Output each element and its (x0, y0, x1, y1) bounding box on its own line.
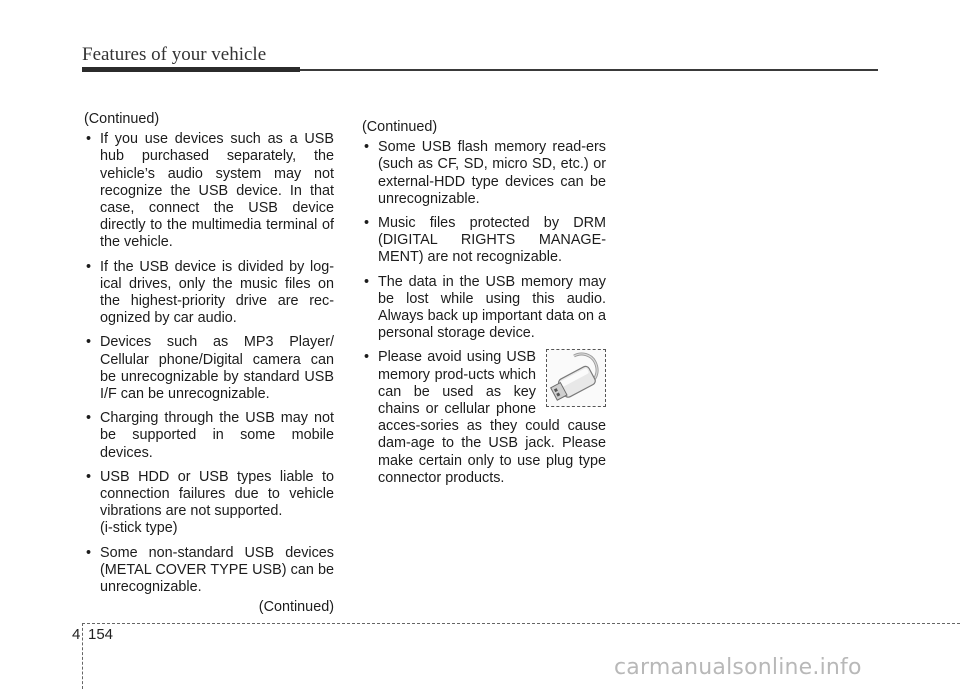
header-rule-thick (82, 67, 300, 72)
list-item (84, 469, 334, 538)
list-item-text: Please avoid using USB memory prod-ucts which can be used as key chains or cellular phone acces-sories as they could cause dam-age to the USB jack. Please make certain only to use plug type connector products. (378, 349, 606, 486)
list-item: • Devices such as MP3 Player/ Cellular phone/Digital camera can be unrecognizable by standard USB I/F can be unrecognizable. (84, 334, 334, 403)
list-item-subnote: (i-stick type) (100, 520, 178, 537)
chapter-number: 4 (72, 626, 81, 643)
list-item: • If the USB device is divided by log-ical drives, only the music files on the highest-priority drive are rec-ognized by car audio. (84, 259, 334, 328)
left-bullet-list (84, 131, 334, 596)
list-item: • If you use devices such as a USB hub purchased separately, the vehicle’s audio system may not recognize the USB device. In that case, connect the USB device directly to the multimedia terminal of the vehicle. (84, 131, 334, 251)
page-number: 154 (88, 626, 114, 643)
footer-divider (82, 623, 83, 689)
continued-label: (Continued) (258, 599, 334, 616)
header-rule-thin (300, 69, 878, 71)
list-item: • Music files protected by DRM (DIGITAL RIGHTS MANAGE-MENT) are not recognizable. (362, 215, 606, 267)
continued-label: (Continued) (362, 119, 438, 135)
right-bullet-list (362, 139, 606, 487)
footer-rule (82, 623, 960, 624)
list-item: • Some non-standard USB devices (METAL COVER TYPE USB) can be unrecognizable. (84, 545, 334, 597)
usb-keychain-icon (546, 349, 606, 407)
list-item: • Charging through the USB may not be supported in some mobile devices. (84, 410, 334, 462)
page-header-title: Features of your vehicle (82, 44, 267, 65)
list-item-text: USB HDD or USB types liable to connection failures due to vehicle vibrations are not supported. (100, 468, 334, 520)
list-item: • Some USB flash memory read-ers (such as CF, SD, micro SD, etc.) or external-HDD type devices can be unrecognizable. (362, 139, 606, 208)
left-column (84, 111, 334, 616)
watermark-text: carmanualsonline.info (614, 655, 862, 680)
list-item (362, 349, 606, 487)
list-item: • The data in the USB memory may be lost while using this audio. Always back up important data on a personal storage device. (362, 274, 606, 343)
right-column (362, 119, 606, 494)
continued-label: (Continued) (84, 111, 160, 127)
